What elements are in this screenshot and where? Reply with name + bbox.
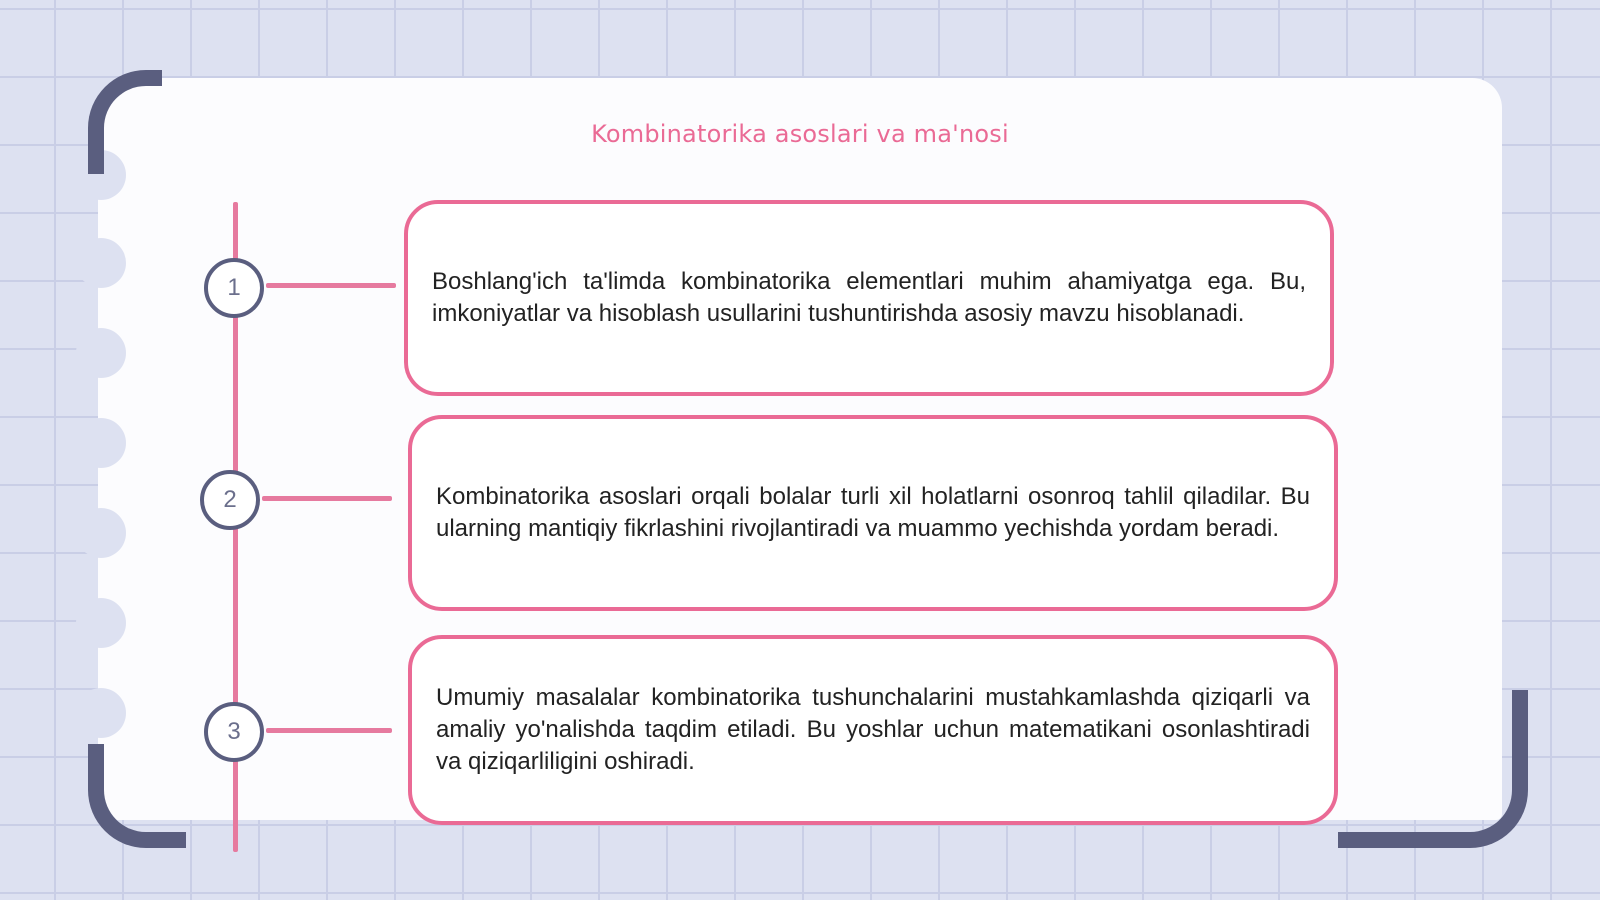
content-card-3 <box>408 635 1338 825</box>
timeline-connector <box>266 283 396 288</box>
corner-bracket-bottom-right <box>1338 690 1528 848</box>
paper-scallop <box>76 598 126 648</box>
paper-scallop <box>76 418 126 468</box>
step-badge-3: 3 <box>204 702 264 762</box>
paper-scallop <box>76 688 126 738</box>
corner-bracket-bottom-left <box>88 744 186 848</box>
step-badge-2: 2 <box>200 470 260 530</box>
card-text-3: Umumiy masalalar kombinatorika tushunchalarini mustahkamlashda qiziqarli va amaliy yo'nalishda taqdim etiladi. Bu yoshlar uchun matematikani osonlashtiradi va qiziqarliligini oshiradi. <box>436 684 1310 775</box>
card-text-1: Boshlang'ich ta'limda kombinatorika elementlari muhim ahamiyatga ega. Bu, imkoniyatlar va hisoblash usullarini tushuntirishda asosiy mavzu hisoblanadi. <box>432 268 1306 327</box>
content-card-1 <box>404 200 1334 396</box>
paper-scallop <box>76 508 126 558</box>
step-badge-1: 1 <box>204 258 264 318</box>
slide-title: Kombinatorika asoslari va ma'nosi <box>591 120 1009 148</box>
card-text-2: Kombinatorika asoslari orqali bolalar turli xil holatlarni osonroq tahlil qiladilar. Bu ularning mantiqiy fikrlashini rivojlantiradi va muammo yechishda yordam beradi. <box>436 483 1310 542</box>
timeline-connector <box>262 496 392 501</box>
content-card-2 <box>408 415 1338 611</box>
paper-scallop <box>76 328 126 378</box>
paper-scallop <box>76 238 126 288</box>
timeline-connector <box>266 728 392 733</box>
